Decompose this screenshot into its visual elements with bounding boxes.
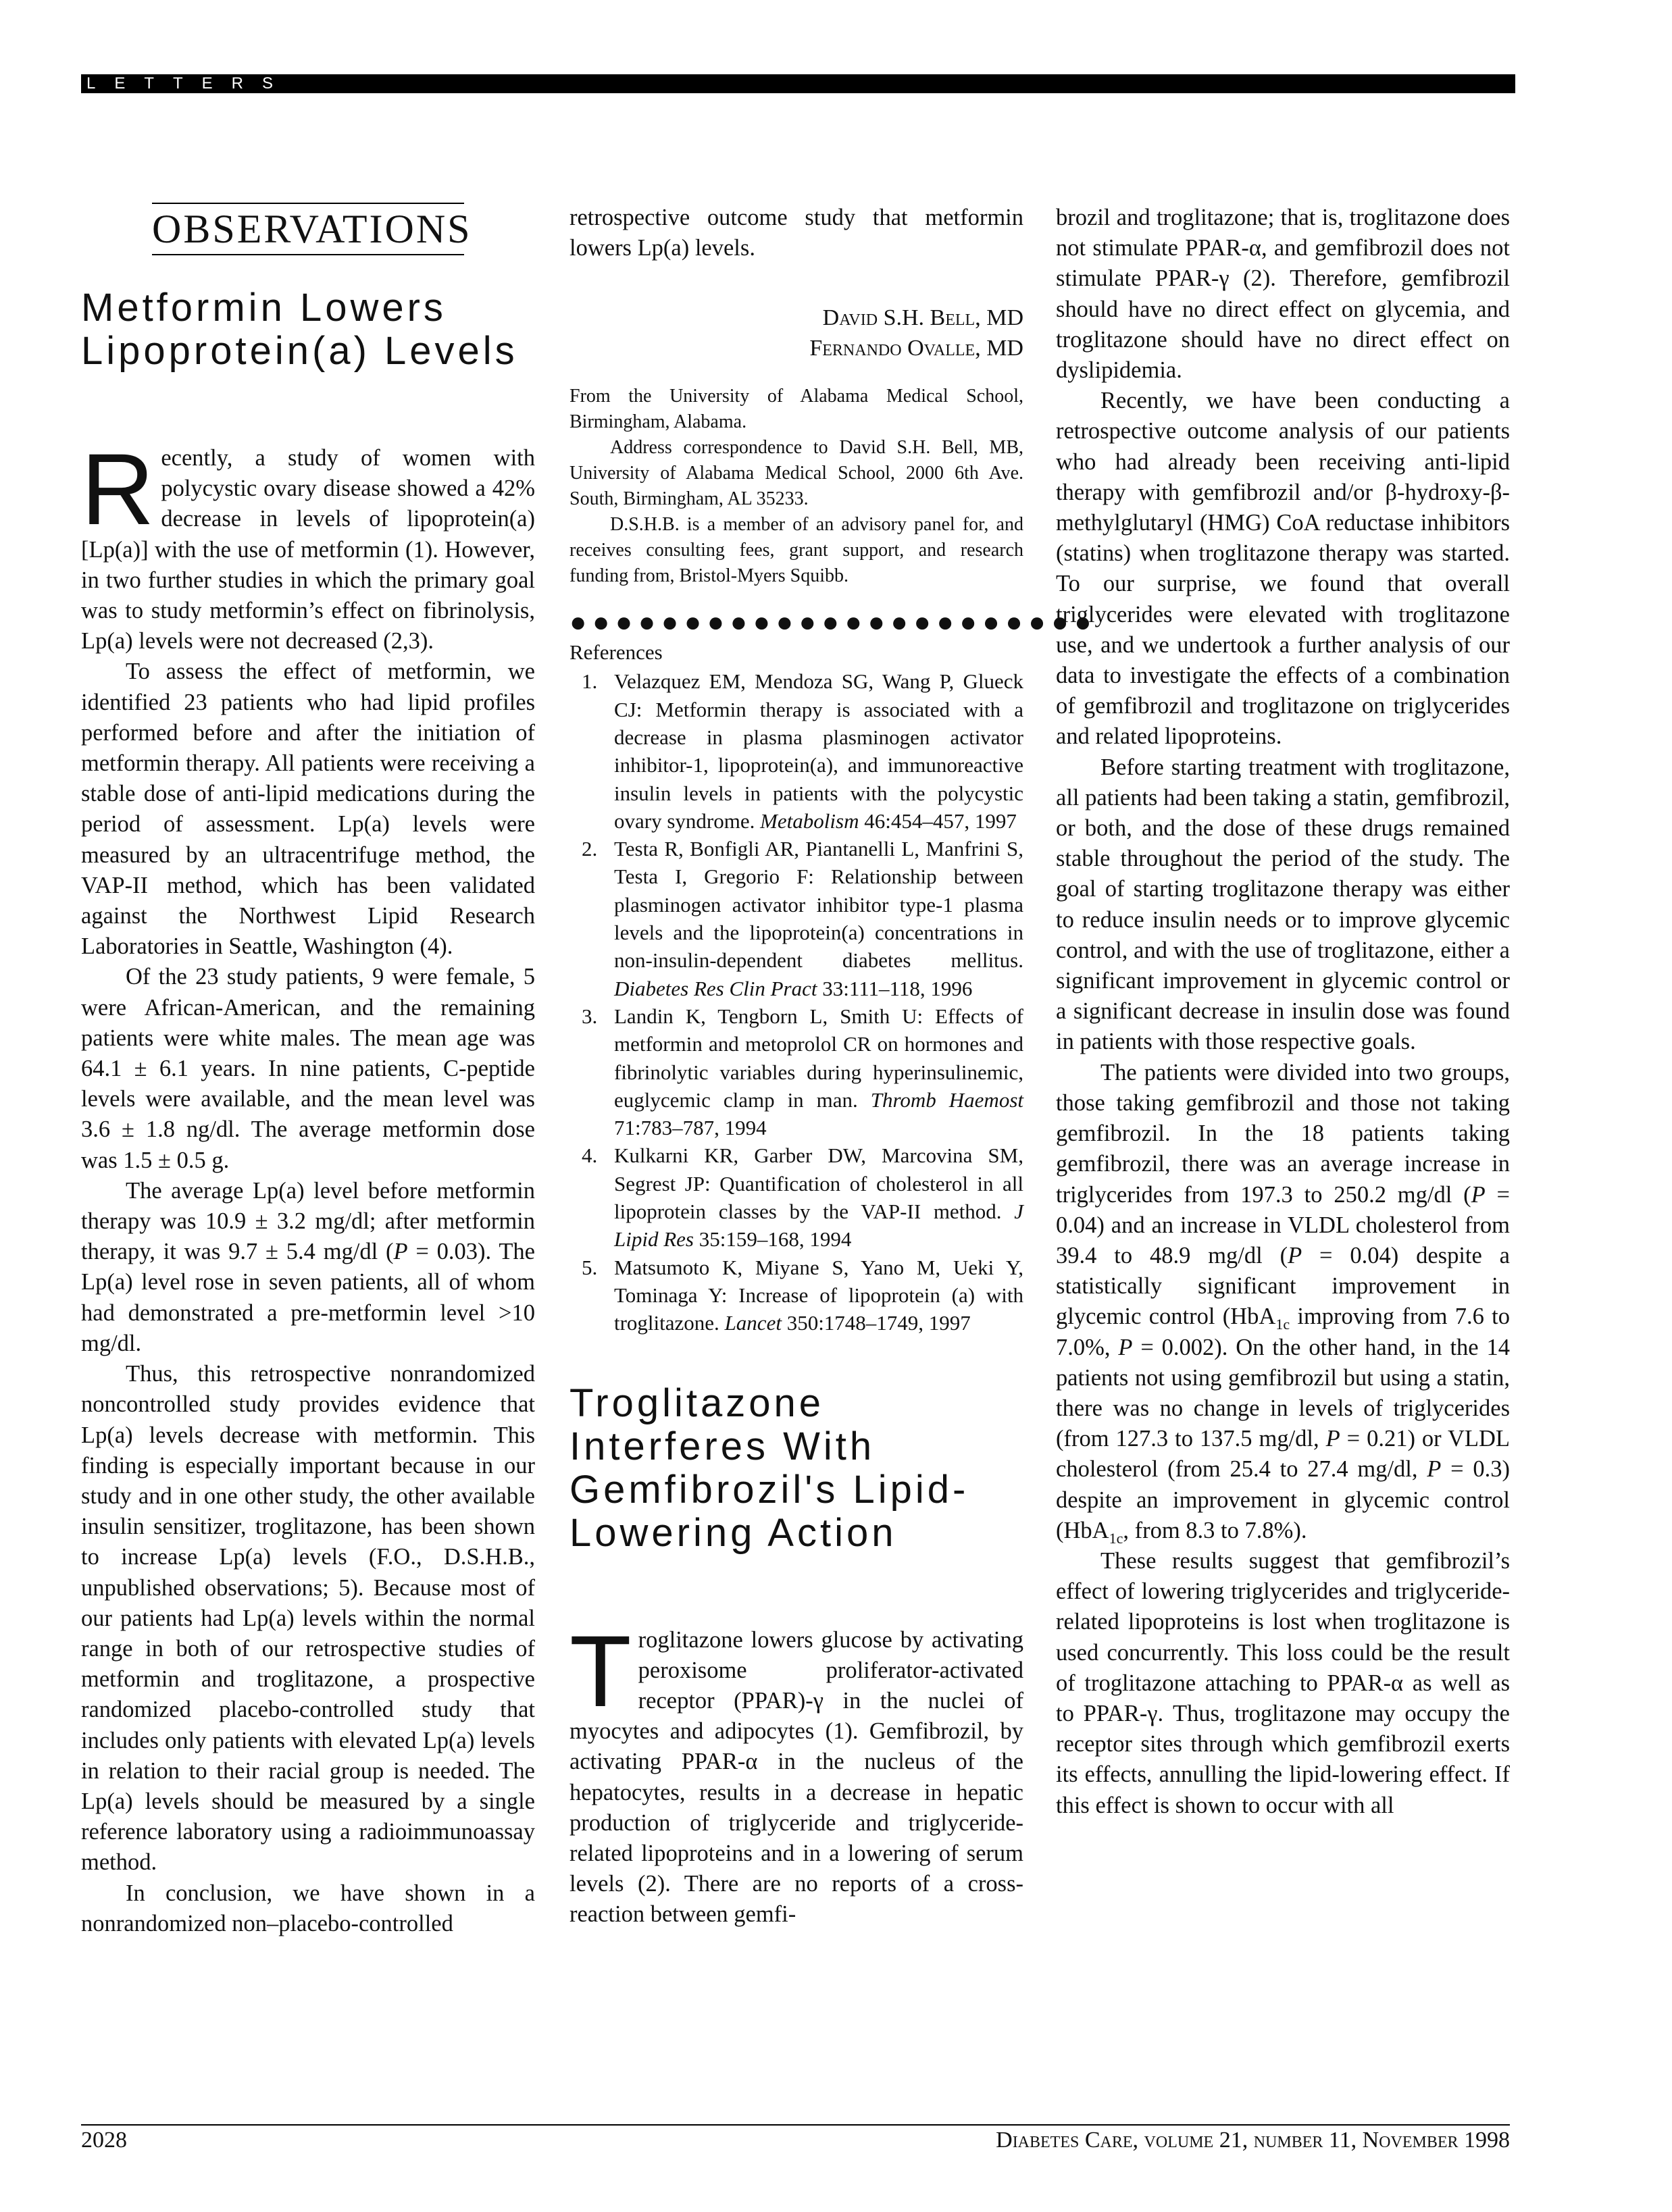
reference-citation: 350:1748–1749, 1997 [781,1311,971,1335]
paragraph-text: = 0.002). On the other hand, in the 14 patients not using gemfibrozil but using a statin, there was no change in levels of triglycerides (from 127.3 to 137.5 mg/dl, [1056,1334,1510,1452]
reference-text: Kulkarni KR, Garber DW, Marcovina SM, Segrest JP: Quantification of cholesterol in all lipoprotein classes by the VAP-II method. [614,1143,1023,1224]
paragraph-text: = 0.03). The Lp(a) level rose in seven patients, all of whom had demonstrated a pre-metformin level >10 mg/dl. [81,1239,535,1356]
reference-text: Matsumoto K, Miyane S, Yano M, Ueki Y, Tominaga Y: Increase of lipoprotein (a) with troglitazone. [614,1255,1023,1335]
subscript: 1c [1109,1529,1123,1547]
reference-text: Landin K, Tengborn L, Smith U: Effects of metformin and metoprolol CR on hormones and fibrinolytic variables during hyperinsulinemic, euglycemic clamp in man. [614,1004,1023,1112]
section-label: LETTERS [86,74,293,93]
reference-number: 2. [582,837,598,861]
affiliation: From the University of Alabama Medical School, Birmingham, Alabama. [569,386,1023,433]
paragraph: retrospective outcome study that metformin lowers Lp(a) levels. [569,205,1023,261]
italic-p: P [1325,1426,1340,1452]
column-3 [1056,203,1510,1821]
drop-cap: T [569,1614,632,1728]
paragraph-text: = 0.3) despite an improvement in glycemic control (HbA [1056,1456,1510,1543]
section-header-bar [81,74,1515,93]
paragraph: Recently, we have been conducting a retrospective outcome analysis of our patients who had already been receiving anti-lipid therapy with gemfibrozil and/or β-hydroxy-β-methylglutaryl (HMG) CoA reductase inhibitors (statins) when troglitazone therapy was started. To our surprise, we found that overall triglycerides were elevated with troglitazone use, and we undertook a further analysis of our data to investigate the effects of a combination of gemfibrozil and troglitazone on triglycerides and related lipoproteins. [1056,388,1510,750]
author-name: David S.H. Bell, MD [822,305,1023,331]
paragraph [1056,1058,1510,1546]
drop-cap: R [81,432,155,546]
reference-citation: 35:159–168, 1994 [693,1227,852,1252]
italic-p: P [1288,1242,1302,1268]
italic-p: P [1118,1334,1133,1360]
article-title-troglitazone: Troglitazone Interferes With Gemfibrozil's Lipid-Lowering Action [569,1381,969,1555]
paragraph: Thus, this retrospective nonrandomized noncontrolled study provides evidence that Lp(a) levels decrease with metformin. This finding is especially important because in our study and in one other study, the other available insulin sensitizer, troglitazone, has been shown to increase Lp(a) levels (F.O., D.S.H.B., unpublished observations; 5). Because most of our patients had Lp(a) levels within the normal range in both of our retrospective studies of metformin and troglitazone, a prospective randomized placebo-controlled study that includes only patients with elevated Lp(a) levels in relation to their racial group is needed. The Lp(a) levels should be measured by a single reference laboratory using a radioimmunoassay method. [81,1361,535,1876]
reference-number: 1. [582,669,598,694]
reference-number: 4. [582,1143,598,1168]
reference-text: Velazquez EM, Mendoza SG, Wang P, Glueck CJ: Metformin therapy is associated with a decrease in plasma plasminogen activator inhibitor-1, lipoprotein(a), and immunoreactive insulin levels in patients with the polycystic ovary syndrome. [614,669,1023,833]
reference-journal: Metabolism [760,808,859,833]
reference-item [569,1002,1023,1141]
journal-citation: Diabetes Care, volume 21, number 11, November 1998 [996,2128,1510,2153]
paragraph-text: = 0.21) or VLDL cholesterol (from 25.4 to 27.4 mg/dl, [1056,1426,1510,1483]
subscript: 1c [1275,1316,1290,1333]
section-title: OBSERVATIONS [152,203,464,255]
paragraph-text: , from 8.3 to 7.8%). [1123,1517,1307,1543]
correspondence: Address correspondence to David S.H. Bell, MB, University of Alabama Medical School, 2000 6th Ave. South, Birmingham, AL 35233. [569,437,1023,510]
paragraph-text: = 0.04) despite a statistically significant improvement in glycemic control (HbA [1056,1242,1510,1330]
author-name: Fernando Ovalle, MD [809,336,1023,361]
paragraph: To assess the effect of metformin, we identified 23 patients who had lipid profiles performed before and after the initiation of metformin therapy. All patients were receiving a stable dose of anti-lipid medications during the period of assessment. Lp(a) levels were measured by an ultracentrifuge method, the VAP-II method, which has been validated against the Northwest Lipid Research Laboratories in Seattle, Washington (4). [81,659,535,960]
paragraph [569,1614,1023,1930]
reference-list [569,667,1023,1337]
paragraph-text: The patients were divided into two groups, those taking gemfibrozil and those not taking gemfibrozil. In the 18 patients taking gemfibrozil, there was an average increase in triglycerides from 197.3 to 250.2 mg/dl ( [1056,1059,1510,1208]
disclosure: D.S.H.B. is a member of an advisory panel for, and receives consulting fees, grant support, and research funding from, Bristol-Myers Squibb. [569,514,1023,587]
paragraph-text: roglitazone lowers glucose by activating peroxisome proliferator-activated receptor (PPAR)-γ in the nuclei of myocytes and adipocytes (1). Gemfibrozil, by activating PPAR-α in the nucleus of the hepatocytes, results in a decrease in hepatic production of triglyceride and triglyceride-related lipoproteins and in a lowering of serum levels (2). There are no reports of a cross-reaction between gemfi- [569,1626,1023,1928]
article-title-metformin: Metformin Lowers Lipoprotein(a) Levels [81,286,518,373]
reference-journal: Diabetes Res Clin Pract [614,976,817,1000]
paragraph [81,1176,535,1359]
reference-citation: 71:783–787, 1994 [614,1116,767,1140]
observations-heading-wrap [81,203,535,255]
affiliation-block [569,384,1023,589]
paragraph: brozil and troglitazone; that is, troglitazone does not stimulate PPAR-α, and gemfibrozil does not stimulate PPAR-γ (2). Therefore, gemfibrozil should have no direct effect on glycemia, and troglitazone should have no direct effect on dyslipidemia. [1056,205,1510,384]
column-1 [81,203,535,1939]
reference-journal: J Lipid Res [614,1200,1023,1252]
page-number: 2028 [81,2128,127,2153]
paragraph [81,432,535,657]
reference-text: Testa R, Bonfigli AR, Piantanelli L, Manfrini S, Testa I, Gregorio F: Relationship between plasminogen activator inhibitor type-1 plasma levels and the lipoprotein(a) concentrations in non-insulin-dependent diabetes mellitus. [614,837,1023,973]
italic-p: P [1471,1181,1486,1208]
reference-number: 3. [582,1004,598,1028]
reference-item [569,667,1023,835]
reference-item [569,1141,1023,1253]
reference-number: 5. [582,1255,598,1279]
footer-rule [81,2124,1510,2126]
paragraph-text: = 0.04) and an increase in VLDL cholesterol from 39.4 to 48.9 mg/dl ( [1056,1181,1510,1268]
paragraph: Before starting treatment with troglitazone, all patients had been taking a statin, gemfibrozil, or both, and the dose of these drugs remained stable throughout the period of the study. The goal of starting troglitazone therapy was either to reduce insulin needs or to improve glycemic control, and with the use of troglitazone, either a significant improvement in glycemic control or a significant decrease in insulin dose was found in patients with those respective goals. [1056,754,1510,1055]
reference-journal: Lancet [724,1311,782,1335]
references-heading: References [569,640,663,665]
reference-citation: 33:111–118, 1996 [817,976,973,1000]
paragraph: Of the 23 study patients, 9 were female, 5 were African-American, and the remaining patients were white males. The mean age was 64.1 ± 6.1 years. In nine patients, C-peptide levels were available, and the mean level was 3.6 ± 1.8 ng/dl. The average metformin dose was 1.5 ± 0.5 g. [81,964,535,1173]
italic-p: P [393,1239,408,1265]
paragraph-text: The average Lp(a) level before metformin therapy was 10.9 ± 3.2 mg/dl; after metformin therapy, it was 9.7 ± 5.4 mg/dl ( [81,1177,535,1265]
paragraph: These results suggest that gemfibrozil’s effect of lowering triglycerides and triglyceride-related lipoproteins is lost when troglitazone is used concurrently. This loss could be the result of troglitazone attaching to PPAR-α as well as to PPAR-γ. Thus, troglitazone may occupy the receptor sites through which gemfibrozil exerts its effects, annulling the lipid-lowering effect. If this effect is shown to occur with all [1056,1547,1510,1818]
italic-p: P [1427,1456,1442,1483]
column-2 [569,203,1098,1930]
author-signature [569,303,1023,363]
reference-item [569,835,1023,1002]
paragraph-text: improving from 7.6 to 7.0%, [1056,1304,1510,1360]
reference-journal: Thromb Haemost [870,1087,1023,1112]
paragraph: In conclusion, we have shown in a nonrandomized non–placebo-controlled [81,1880,535,1936]
reference-item [569,1254,1023,1337]
dot-separator: ●●●●●●●●●●●●●●●●●●●●●●● [569,607,1098,639]
paragraph-text: ecently, a study of women with polycystic ovary disease showed a 42% decrease in levels of lipoprotein(a) [Lp(a)] with the use of metformin (1). However, in two further studies in which the primary goal was to study metformin’s effect on fibrinolysis, Lp(a) levels were not decreased (2,3). [81,445,535,654]
reference-citation: 46:454–457, 1997 [859,808,1017,833]
